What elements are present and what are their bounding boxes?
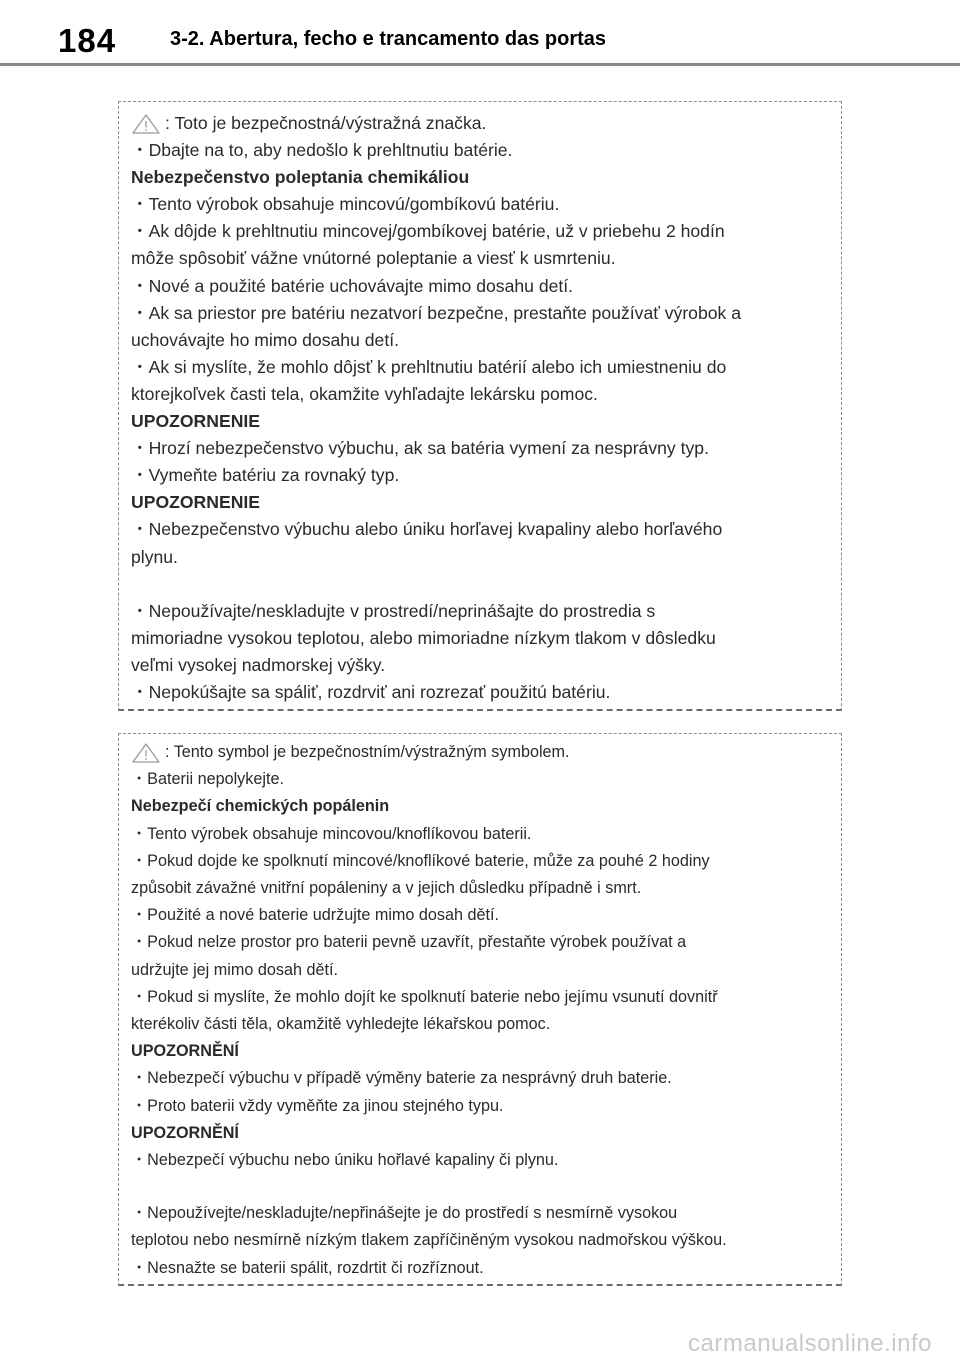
text-line: kterékoliv části těla, okamžitě vyhledejte lékařskou pomoc.	[131, 1015, 551, 1034]
text-line: ・Nepokúšajte sa spáliť, rozdrviť ani rozrezať použitú batériu.	[131, 681, 611, 702]
text-line: mimoriadne vysokou teplotou, alebo mimoriadne nízkym tlakom v dôsledku	[131, 627, 716, 648]
text-line: ・Vymeňte batériu za rovnaký typ.	[131, 465, 400, 486]
text-line: ・Nebezpečí výbuchu nebo úniku hořlavé kapaliny či plynu.	[131, 1151, 559, 1170]
text-line: ・Nebezpečenstvo výbuchu alebo úniku horľavej kvapaliny alebo horľavého	[131, 519, 723, 540]
section-heading: Nebezpečenstvo poleptania chemikáliou	[131, 167, 470, 188]
section-heading: UPOZORNĚNÍ	[131, 1042, 239, 1061]
text-line: ・Nové a použité batérie uchovávajte mimo dosahu detí.	[131, 275, 574, 296]
warning-symbol-row	[131, 110, 841, 137]
text-line: ・Tento výrobek obsahuje mincovou/knoflíkovou baterii.	[131, 824, 532, 843]
paragraph-gap	[131, 1174, 841, 1200]
page-header	[0, 0, 960, 66]
text-line: ・Dbajte na to, aby nedošlo k prehltnutiu batérie.	[131, 140, 513, 161]
text-line: teplotou nebo nesmírně nízkým tlakem zapříčiněným vysokou nadmořskou výškou.	[131, 1231, 727, 1250]
text-line: plynu.	[131, 546, 178, 567]
text-line: ・Proto baterii vždy vyměňte za jinou stejného typu.	[131, 1096, 504, 1115]
warning-triangle-icon	[131, 113, 165, 135]
text-line: veľmi vysokej nadmorskej výšky.	[131, 654, 386, 675]
text-line: ・Ak dôjde k prehltnutiu mincovej/gombíkovej batérie, už v priebehu 2 hodín	[131, 221, 725, 242]
text-line: ・Pokud dojde ke spolknutí mincové/knoflíkové baterie, může za pouhé 2 hodiny	[131, 851, 710, 870]
text-line: ・Nepoužívajte/neskladujte v prostredí/neprinášajte do prostredia s	[131, 600, 656, 621]
section-heading: Nebezpečí chemických popálenin	[131, 797, 390, 816]
text-line: ・Ak si myslíte, že mohlo dôjsť k prehltnutiu batérií alebo ich umiestneniu do	[131, 356, 727, 377]
section-title: 3-2. Abertura, fecho e trancamento das portas	[170, 28, 607, 50]
page-number: 184	[58, 22, 117, 59]
text-line: ・Nepoužívejte/neskladujte/nepřinášejte je do prostředí s nesmírně vysokou	[131, 1204, 678, 1223]
section-heading: UPOZORNENIE	[131, 492, 261, 513]
text-line: ・Použité a nové baterie udržujte mimo dosah dětí.	[131, 906, 500, 925]
text-line: udržujte jej mimo dosah dětí.	[131, 960, 338, 979]
header-rule	[0, 63, 960, 66]
slovak-lines	[131, 137, 841, 706]
warning-triangle-icon	[131, 742, 165, 764]
section-heading: UPOZORNENIE	[131, 411, 261, 432]
text-line: způsobit závažné vnitřní popáleniny a v jejich důsledku případně i smrt.	[131, 879, 642, 898]
paragraph-gap	[131, 571, 841, 598]
text-line: ・Nebezpečí výbuchu v případě výměny baterie za nesprávný druh baterie.	[131, 1069, 672, 1088]
text-line: ・Pokud nelze prostor pro baterii pevně uzavřít, přestaňte výrobek používat a	[131, 933, 687, 952]
text-line: ・Hrozí nebezpečenstvo výbuchu, ak sa batéria vymení za nesprávny typ.	[131, 438, 709, 459]
czech-warning-box	[118, 733, 842, 1286]
text-line: ・Ak sa priestor pre batériu nezatvorí bezpečne, prestaňte používať výrobok a	[131, 302, 741, 323]
text-line: uchovávajte ho mimo dosahu detí.	[131, 329, 399, 350]
text-line: ・Pokud si myslíte, že mohlo dojít ke spolknutí baterie nebo jejímu vsunutí dovnitř	[131, 987, 718, 1006]
warning-symbol-text: : Tento symbol je bezpečnostním/výstražným symbolem.	[165, 743, 570, 761]
warning-symbol-text: : Toto je bezpečnostná/výstražná značka.	[165, 113, 487, 133]
text-line: ・Tento výrobok obsahuje mincovú/gombíkovú batériu.	[131, 194, 560, 215]
text-line: ・Baterii nepolykejte.	[131, 770, 284, 789]
text-line: ・Nesnažte se baterii spálit, rozdrtit či rozříznout.	[131, 1258, 484, 1277]
watermark: carmanualsonline.info	[688, 1330, 932, 1357]
warning-symbol-row	[131, 739, 841, 766]
text-line: ktorejkoľvek časti tela, okamžite vyhľadajte lekársku pomoc.	[131, 383, 598, 404]
czech-lines	[131, 766, 841, 1282]
text-line: môže spôsobiť vážne vnútorné poleptanie a viesť k usmrteniu.	[131, 248, 616, 269]
slovak-warning-box	[118, 101, 842, 711]
section-heading: UPOZORNĚNÍ	[131, 1123, 239, 1142]
